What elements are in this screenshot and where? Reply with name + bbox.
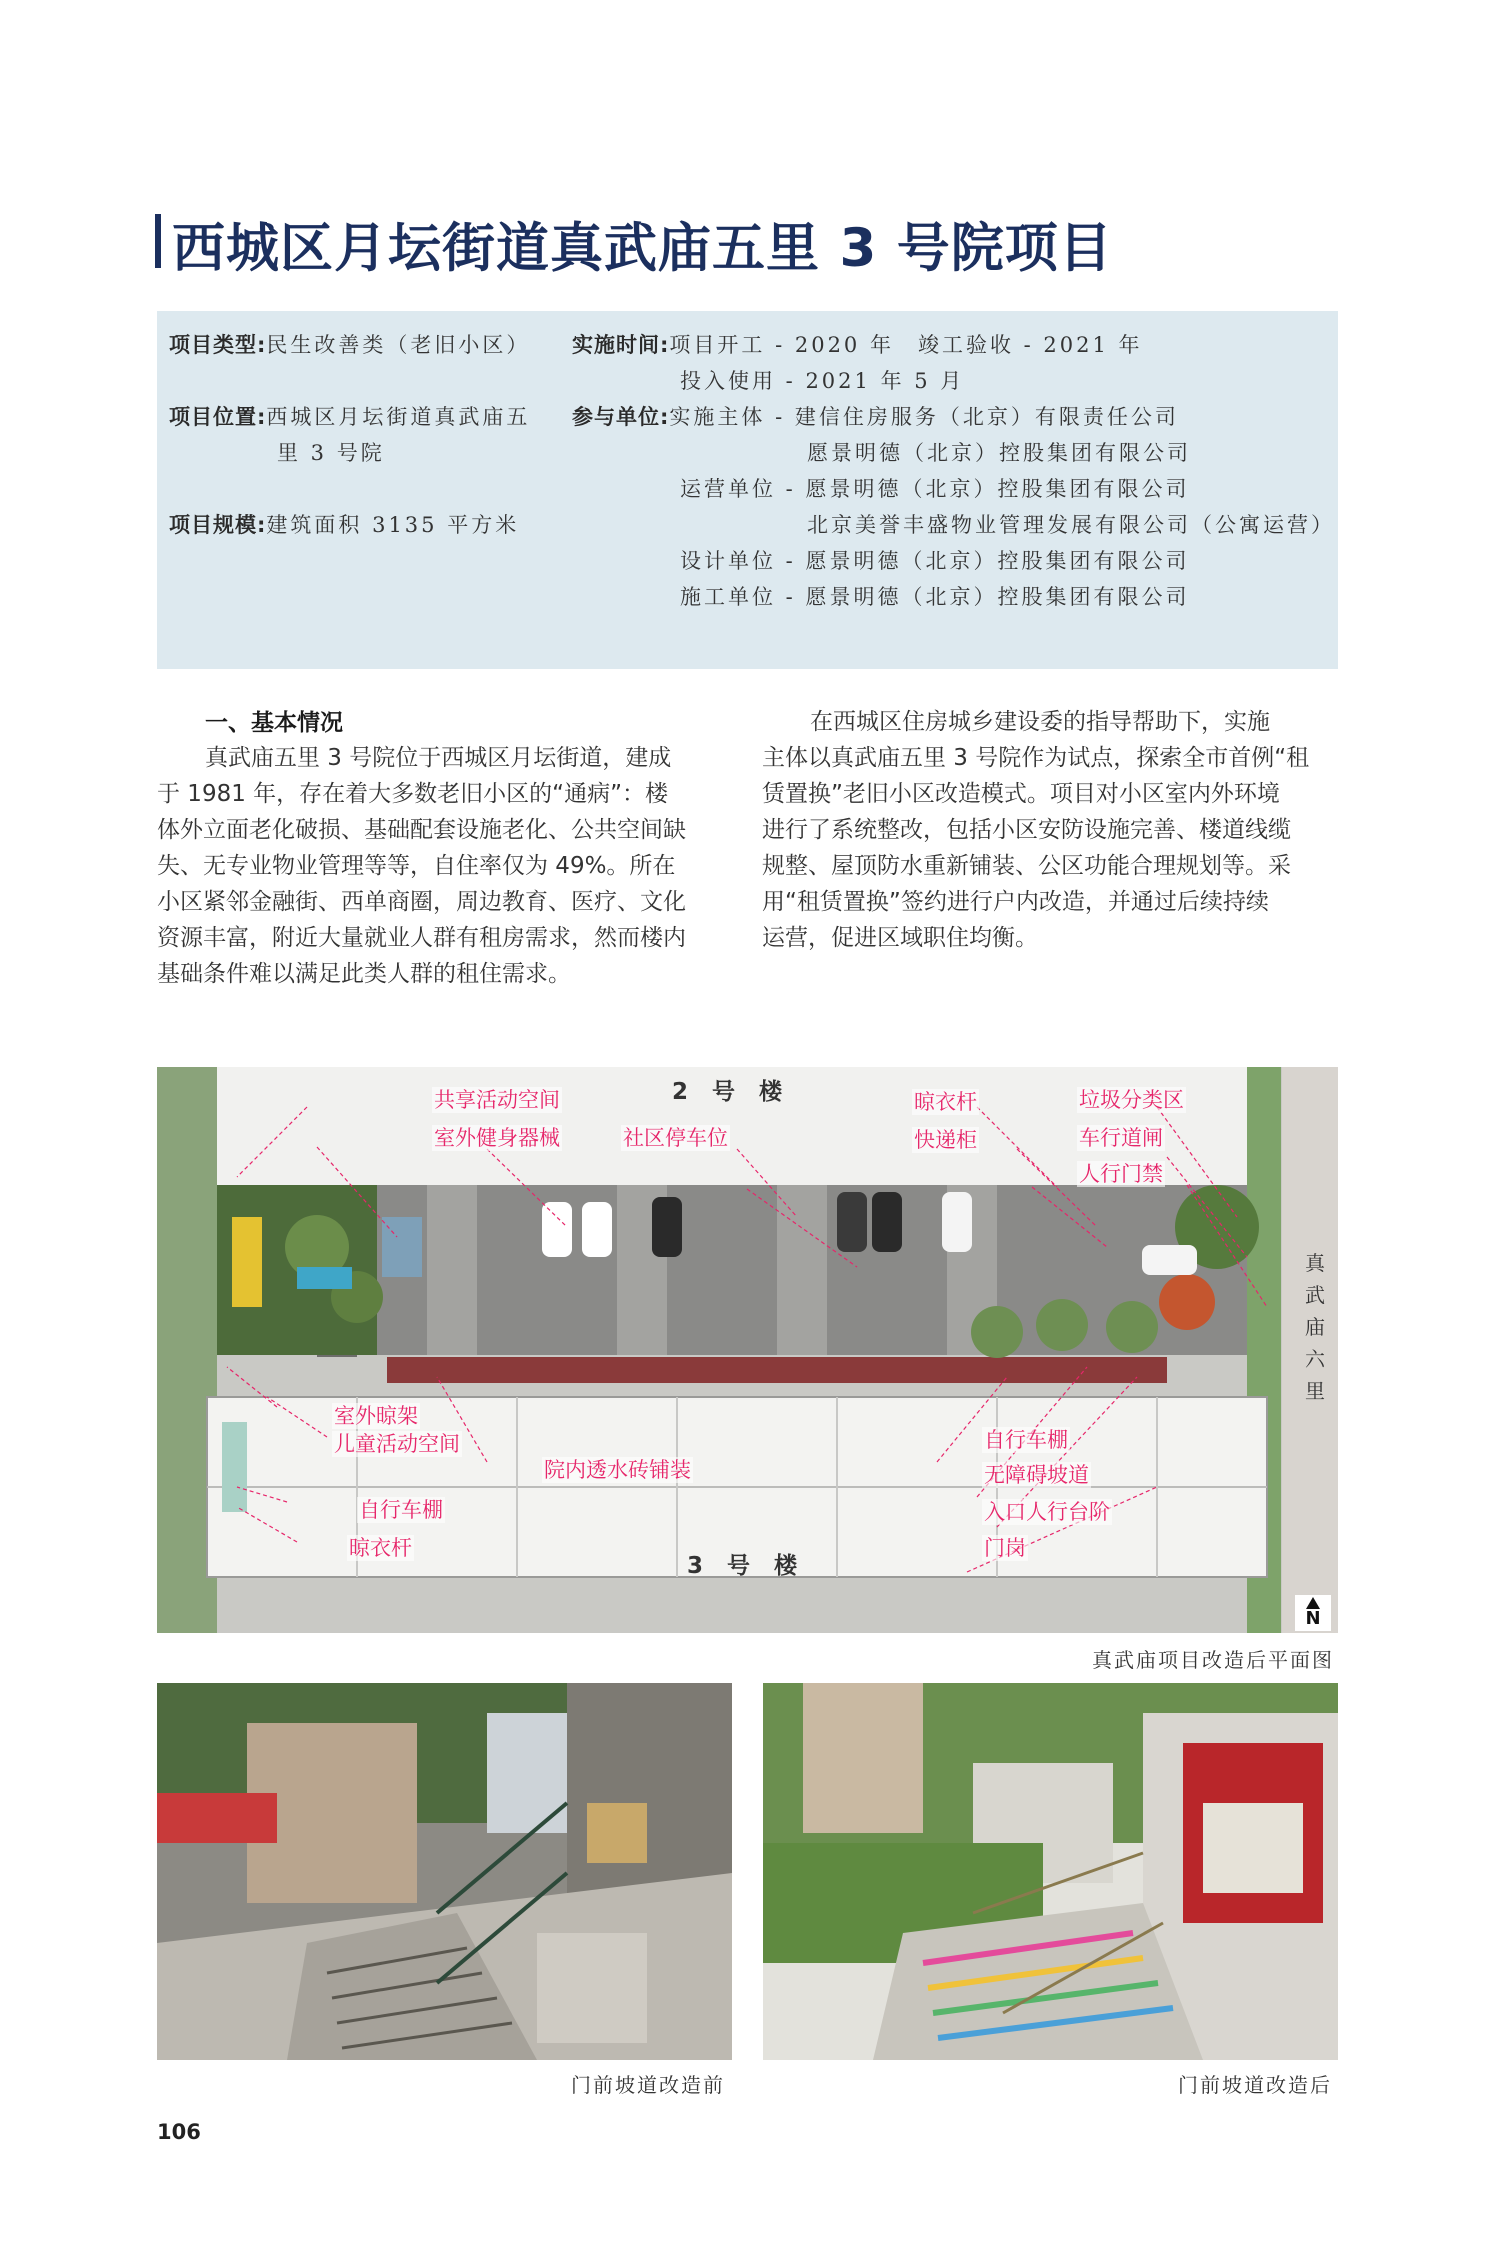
- info-time-row: [572, 327, 1143, 363]
- paragraph-line: 资源丰富，附近大量就业人群有租房需求，然而楼内: [157, 925, 686, 951]
- plan-caption: 真武庙项目改造后平面图: [1092, 1648, 1334, 1672]
- info-time-label: 实施时间:: [572, 333, 670, 357]
- info-location-label: 项目位置:: [169, 405, 267, 429]
- label-outdoor-drying: 室外晾架: [334, 1404, 418, 1428]
- label-drying-rack-top: 晾衣杆: [914, 1090, 977, 1114]
- right-paragraph: [762, 704, 1338, 956]
- info-party-line: 运营单位 - 愿景明德（北京）控股集团有限公司: [680, 477, 1190, 501]
- section-heading: 一、基本情况: [205, 710, 343, 736]
- info-type-label: 项目类型:: [169, 333, 267, 357]
- info-party-label: 参与单位:: [572, 405, 670, 429]
- info-party-line: 愿景明德（北京）控股集团有限公司: [807, 441, 1191, 465]
- info-location-line1: 西城区月坛街道真武庙五: [266, 405, 531, 429]
- info-scale-label: 项目规模:: [169, 513, 267, 537]
- building-2-label: 2 号 楼: [672, 1079, 791, 1105]
- building-3-label: 3 号 楼: [687, 1553, 806, 1579]
- info-party-line: 施工单位 - 愿景明德（北京）控股集团有限公司: [680, 585, 1190, 609]
- label-drying-rack-bottom: 晾衣杆: [349, 1536, 412, 1560]
- label-bike-shed-right: 自行车棚: [984, 1428, 1068, 1452]
- photo-after-image: [763, 1683, 1338, 2060]
- label-bike-shed-left: 自行车棚: [359, 1498, 443, 1522]
- info-scale-row: [169, 507, 519, 543]
- site-plan-figure: [157, 1067, 1338, 1633]
- photo-after: [763, 1683, 1338, 2060]
- info-type-value: 民生改善类（老旧小区）: [266, 333, 531, 357]
- paragraph-line: 进行了系统整改，包括小区安防设施完善、楼道线缆: [762, 817, 1291, 843]
- label-garbage: 垃圾分类区: [1079, 1088, 1184, 1112]
- paragraph-line: 主体以真武庙五里 3 号院作为试点，探索全市首例“租: [762, 745, 1310, 771]
- photo-before-image: [157, 1683, 732, 2060]
- info-party-line: 实施主体 - 建信住房服务（北京）有限责任公司: [669, 405, 1179, 429]
- page-title: 西城区月坛街道真武庙五里 3 号院项目: [172, 218, 1113, 279]
- paragraph-line: 失、无专业物业管理等等，自住率仅为 49%。所在: [157, 853, 676, 879]
- left-paragraph: [157, 740, 732, 992]
- label-shared-space: 共享活动空间: [434, 1088, 560, 1112]
- paragraph-line: 体外立面老化破损、基础配套设施老化、公共空间缺: [157, 817, 686, 843]
- info-party-line: 设计单位 - 愿景明德（北京）控股集团有限公司: [680, 549, 1190, 573]
- paragraph-line: 规整、屋顶防水重新铺装、公区功能合理规划等。采: [762, 853, 1291, 879]
- label-express-cabinet: 快递柜: [914, 1128, 977, 1152]
- title-accent-bar: [155, 214, 161, 268]
- paragraph-line: 于 1981 年，存在着大多数老旧小区的“通病”：楼: [157, 781, 668, 807]
- paragraph-line: 在西城区住房城乡建设委的指导帮助下，实施: [810, 709, 1270, 735]
- paragraph-line: 基础条件难以满足此类人群的租住需求。: [157, 961, 571, 987]
- info-party-row: [572, 399, 1179, 435]
- photo-before: [157, 1683, 732, 2060]
- label-pedestrian-gate: 人行门禁: [1079, 1162, 1163, 1186]
- info-time-line2: 投入使用 - 2021 年 5 月: [680, 369, 965, 393]
- info-location-row: [169, 399, 530, 435]
- label-vehicle-gate: 车行道闸: [1079, 1126, 1163, 1150]
- before-caption: 门前坡道改造前: [571, 2073, 725, 2097]
- project-info-box: [157, 311, 1338, 669]
- label-parking: 社区停车位: [623, 1126, 728, 1150]
- info-type-row: [169, 327, 530, 363]
- paragraph-line: 用“租赁置换”签约进行户内改造，并通过后续持续: [762, 889, 1269, 915]
- label-children-area: 儿童活动空间: [334, 1432, 460, 1456]
- info-party-line: 北京美誉丰盛物业管理发展有限公司（公寓运营）: [807, 513, 1335, 537]
- after-caption: 门前坡道改造后: [1178, 2073, 1332, 2097]
- paragraph-line: 赁置换”老旧小区改造模式。项目对小区室内外环境: [762, 781, 1280, 807]
- road-name-label: 真武庙六里: [1305, 1251, 1325, 1403]
- info-time-line1: 项目开工 - 2020 年 竣工验收 - 2021 年: [669, 333, 1143, 357]
- label-entrance-steps: 入口人行台阶: [984, 1500, 1110, 1524]
- north-arrow-icon: N: [1295, 1595, 1331, 1631]
- label-guard-post: 门岗: [984, 1536, 1026, 1560]
- label-permeable-paving: 院内透水砖铺装: [544, 1458, 691, 1482]
- page-number: 106: [157, 2120, 201, 2144]
- paragraph-line: 运营，促进区域职住均衡。: [762, 925, 1038, 951]
- info-location-line2: 里 3 号院: [277, 441, 385, 465]
- label-barrier-free-ramp: 无障碍坡道: [984, 1463, 1089, 1487]
- paragraph-line: 真武庙五里 3 号院位于西城区月坛街道，建成: [205, 745, 672, 771]
- paragraph-line: 小区紧邻金融街、西单商圈，周边教育、医疗、文化: [157, 889, 686, 915]
- info-scale-value: 建筑面积 3135 平方米: [266, 513, 520, 537]
- label-fitness: 室外健身器械: [434, 1126, 560, 1150]
